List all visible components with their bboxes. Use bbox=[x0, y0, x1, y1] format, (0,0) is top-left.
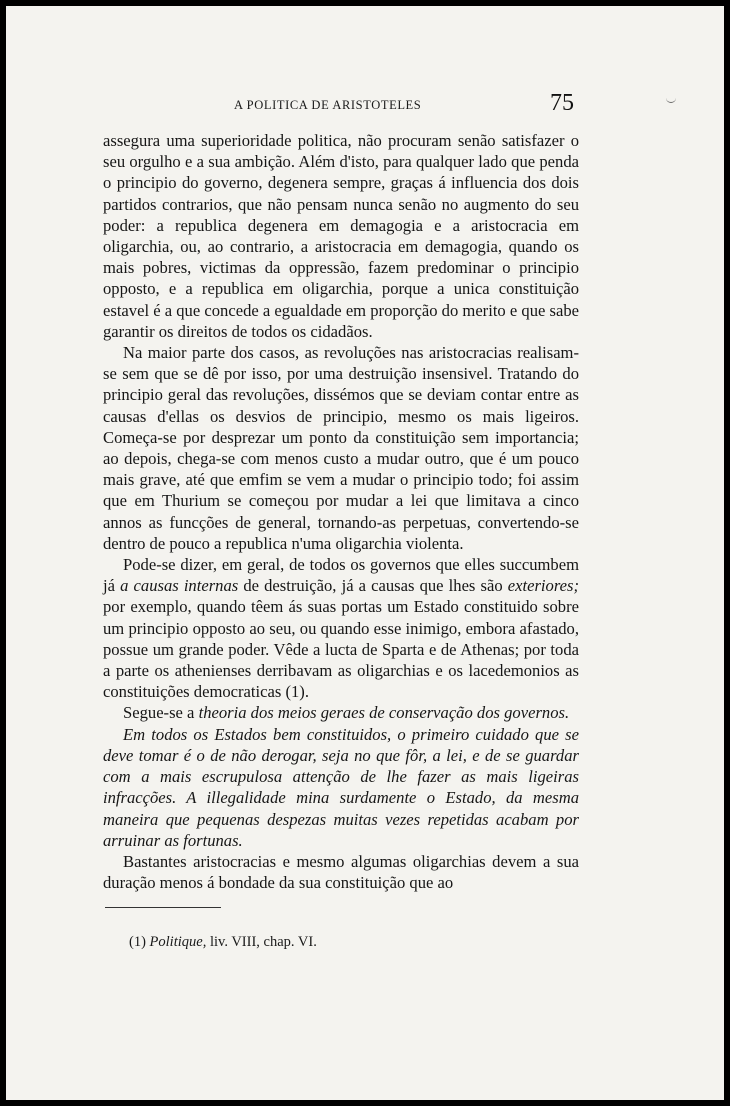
footnote-marker: (1) bbox=[129, 934, 146, 950]
paragraph-3-text-a: Pode-se dizer, em geral, de todos os governos que elles succumbem já bbox=[103, 555, 579, 596]
paragraph-3-emphasis-b: exteriores; bbox=[507, 576, 580, 596]
page-header bbox=[6, 90, 724, 118]
paragraph-4-emphasis: theoria dos meios geraes de conservação dos governos. bbox=[198, 703, 570, 723]
paragraph-5: Em todos os Estados bem constituidos, o primeiro cuidado que se deve tomar é o de não derogar, seja no que fôr, a lei, e de se guardar com a mais escrupulosa attenção de lhe fazer as mais ligeiras infracções. A illegalidade mina surdamente o Estado, da mesma maneira que pequenas despezas muitas vezes repetidas acabam por arruinar as fortunas. bbox=[103, 724, 579, 850]
footnote-reference: liv. VIII, chap. VI. bbox=[206, 934, 317, 950]
footnote-rule bbox=[105, 907, 221, 908]
paragraph-3-emphasis-a: a causas internas bbox=[120, 576, 239, 596]
paragraph-6: Bastantes aristocracias e mesmo algumas oligarchias devem a sua duração menos á bondade da sua constituição que ao bbox=[103, 851, 579, 893]
page-number: 75 bbox=[550, 90, 574, 116]
paragraph-4-text: Segue-se a bbox=[123, 703, 199, 723]
running-title: A POLITICA DE ARISTOTELES bbox=[234, 98, 422, 112]
paragraph-1: assegura uma superioridade politica, não procuram senão satisfazer o seu orgulho e a sua ambição. Além d'isto, para qualquer lado que penda o principio do governo, degenera sempre, graças á influencia dos dois partidos contrarios, que não pensam nunca senão no augmento do seu poder: a republica degenera em demagogia e a aristocracia em oligarchia, ou, ao contrario, a aristocracia em demagogia, quando os mais pobres, victimas da oppressão, fazem predominar o principio opposto, e a republica em oligarchia, porque a unica constituição estavel é a que concede a egualdade em proporção do merito e que sabe garantir os direitos de todos os cidadãos. bbox=[103, 131, 579, 341]
paragraph-3 bbox=[103, 554, 579, 702]
paragraph-2: Na maior parte dos casos, as revoluções nas aristocracias realisam-se sem que se dê por isso, por uma destruição insensivel. Tratando do principio geral das revoluções, dissémos que se deviam contar entre as causas d'ellas os desvios de principio, mesmo os mais ligeiros. Começa-se por desprezar um ponto da constituição sem importancia; ao depois, chega-se com menos custo a mudar outro, que é um pouco mais grave, até que emfim se vem a mudar o principio todo; foi assim que em Thurium se começou por mudar a lei que limitava a cinco annos as funcções de general, tornando-as perpetuas, convertendo-se dentro de pouco a republica n'uma oligarchia violenta. bbox=[103, 343, 579, 553]
footnote-title: Politique, bbox=[149, 934, 207, 950]
paragraph-3-text-c: por exemplo, quando têem ás suas portas um Estado constituido sobre um principio opposto ao seu, ou quando esse inimigo, embora afastado, possue um grande poder. Vêde a lucta de Sparta e de Athenas; por toda a parte os athenienses derribavam as oligarchias e os lacedemonios as constituições democraticas (1). bbox=[103, 597, 579, 702]
page bbox=[6, 6, 724, 1100]
footnote bbox=[129, 934, 317, 951]
paragraph-3-text-b: de destruição, já a causas que lhes são bbox=[238, 576, 508, 596]
paragraph-4 bbox=[103, 702, 579, 723]
body-text bbox=[103, 130, 579, 893]
